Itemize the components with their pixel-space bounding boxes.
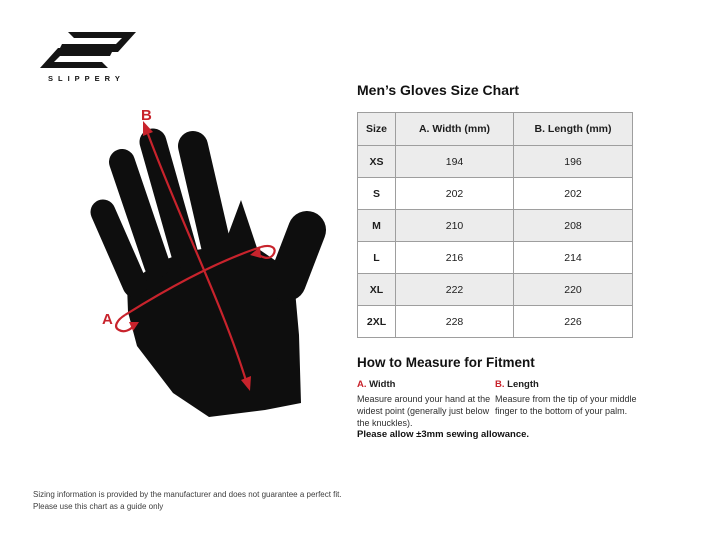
size-chart-table — [357, 112, 633, 338]
header-length: B. Length (mm) — [514, 113, 633, 146]
label-b: B — [141, 107, 152, 124]
table-header-row — [358, 113, 633, 146]
hand-diagram-svg — [85, 100, 345, 435]
hand-measurement-diagram — [85, 100, 345, 435]
measure-length-block — [495, 379, 647, 417]
length-cell: 208 — [514, 210, 633, 242]
table-row — [358, 306, 633, 338]
measure-length-description: Measure from the tip of your middle finger to the bottom of your palm. — [495, 394, 637, 417]
length-cell: 214 — [514, 242, 633, 274]
slippery-s-icon — [38, 30, 138, 70]
brand-name: SLIPPERY — [48, 74, 125, 83]
length-cell: 220 — [514, 274, 633, 306]
measure-length-label — [495, 379, 647, 390]
width-cell: 210 — [396, 210, 514, 242]
measure-length-title: Length — [507, 379, 539, 390]
size-cell: XS — [358, 146, 396, 178]
disclaimer-line-2: Please use this chart as a guide only — [33, 502, 164, 511]
table-row — [358, 146, 633, 178]
measure-width-block — [357, 379, 495, 429]
table-row — [358, 274, 633, 306]
brand-logo — [38, 30, 148, 83]
length-cell: 226 — [514, 306, 633, 338]
width-cell: 216 — [396, 242, 514, 274]
width-cell: 222 — [396, 274, 514, 306]
disclaimer — [33, 489, 342, 513]
length-cell: 196 — [514, 146, 633, 178]
header-size: Size — [358, 113, 396, 146]
measure-width-title: Width — [369, 379, 396, 390]
measure-width-label — [357, 379, 495, 390]
disclaimer-line-1: Sizing information is provided by the manufacturer and does not guarantee a perfect fit. — [33, 490, 342, 499]
label-a: A — [102, 311, 113, 328]
header-width: A. Width (mm) — [396, 113, 514, 146]
table-row — [358, 178, 633, 210]
table-row — [358, 210, 633, 242]
measure-length-prefix: B. — [495, 379, 505, 390]
sewing-allowance-note: Please allow ±3mm sewing allowance. — [357, 429, 530, 440]
size-chart-title: Men’s Gloves Size Chart — [357, 82, 520, 98]
size-cell: XL — [358, 274, 396, 306]
width-cell: 202 — [396, 178, 514, 210]
how-to-measure-heading: How to Measure for Fitment — [357, 355, 535, 370]
size-cell: 2XL — [358, 306, 396, 338]
measure-width-prefix: A. — [357, 379, 367, 390]
index-finger — [193, 146, 217, 250]
measure-width-description: Measure around your hand at the widest point (generally just below the knuckles). — [357, 394, 491, 429]
thumb — [287, 230, 307, 282]
width-cell: 228 — [396, 306, 514, 338]
size-cell: L — [358, 242, 396, 274]
length-cell: 202 — [514, 178, 633, 210]
size-cell: S — [358, 178, 396, 210]
table-row — [358, 242, 633, 274]
width-cell: 194 — [396, 146, 514, 178]
size-cell: M — [358, 210, 396, 242]
